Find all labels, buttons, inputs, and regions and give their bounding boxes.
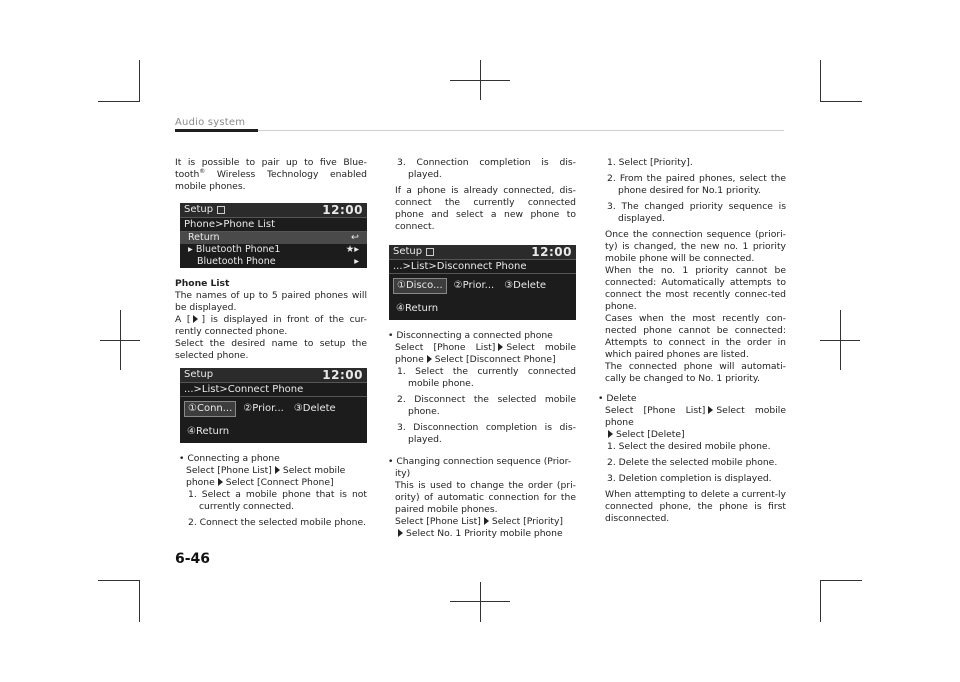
crop-mark <box>820 580 862 581</box>
disconnect-phone-screen: Setup 12:00 ...>List>Disconnect Phone ①Disco... ②Prior... ③Delete ④Return <box>389 245 576 320</box>
priority-button[interactable]: ②Prior... <box>453 280 495 291</box>
crop-mark <box>139 60 140 102</box>
crop-mark <box>820 101 862 102</box>
intro-paragraph: It is possible to pair up to five Blue-tooth® Wireless Technology enabled mobile phones. <box>175 157 367 192</box>
connect-phone-screen: Setup 12:00 ...>List>Connect Phone ①Conn... ②Prior... ③Delete ④Return <box>180 368 367 443</box>
column-2: 3. Connection completion is dis-played. If a phone is already connected, dis-connect the currently connected phone and select a new phone to connect. Setup 12:00 ...>List>Disconnect Phone ①Disco... ②Prior... ③Delete ④Return • Disconnecting a connected phone Select [Phone List] Select mobile phone Select [Disconnect Phone] 1. Select the currently connected mobile phone. 2. Disconnect the selected mobile phone. 3. Disconnection completion is dis-played. • Changing connection sequence (Prior-ity) This is used to change the order (pri-ority) of automatic connection for the paired mobile phones. Select [Phone List] Select [Priority] Select No. 1 Priority mobile phone <box>388 157 576 539</box>
setup-label: Setup <box>184 204 214 215</box>
disconnect-button[interactable]: ①Disco... <box>393 278 447 294</box>
page-number: 6-46 <box>175 551 211 567</box>
screen-titlebar <box>180 203 367 218</box>
phone-list-heading: Phone List <box>175 278 230 289</box>
priority-button[interactable]: ②Prior... <box>243 403 284 414</box>
header-rule <box>258 130 784 131</box>
crop-mark <box>820 340 860 341</box>
star-icon: ★ <box>345 244 355 255</box>
return-icon: ↩ <box>351 232 359 243</box>
crop-mark <box>100 340 140 341</box>
clock: 12:00 <box>322 203 363 217</box>
crop-mark <box>98 101 140 102</box>
phone-row[interactable]: Bluetooth Phone ▸ <box>197 256 359 267</box>
triangle-icon <box>193 315 198 323</box>
return-button[interactable]: ④Return <box>187 426 230 437</box>
column-1: It is possible to pair up to five Blue-tooth® Wireless Technology enabled mobile phones. Setup 12:00 Phone>Phone List Return ↩ ▸ Bluetooth Phone1 ★▸ Bluetooth Phone ▸ Phone List The names of up to 5 paired phones will be displayed. A [ ] is displayed in front of the cur-rently connected phone. Select the desired name to setup the selected phone. Setup 12:00 ...>List>Connect Phone ①Conn... ②Prior... ③Delete ④Return • Connecting a phone Select [Phone List] Select mobile phone Select [Connect Phone] 1. Select a mobile phone that is not currently connected. 2. Connect the selected mobile phone. <box>175 157 367 528</box>
crop-mark <box>98 580 140 581</box>
phone-row[interactable]: ▸ Bluetooth Phone1 ★▸ <box>188 244 359 255</box>
crop-mark <box>139 580 140 622</box>
column-3: 1. Select [Priority]. 2. From the paired phones, select the phone desired for No.1 priority. 3. The changed priority sequence is displayed. Once the connection sequence (priori-ty) is changed, the new no. 1 priority mobile phone will be connected. When the no. 1 priority cannot be connected: Automatically attempts to connect the most recently connec-ted phone. Cases when the most recently con-nected phone cannot be connected: Attempts to connect in the order in which paired phones are listed. The connected phone will automati-cally be changed to No. 1 priority. • Delete Select [Phone List] Select mobile phone Select [Delete] 1. Select the desired mobile phone. 2. Delete the selected mobile phone. 3. Deletion completion is displayed. When attempting to delete a current-ly connected phone, the phone is first disconnected. <box>598 157 786 524</box>
connected-icon: ▸ <box>188 244 193 255</box>
bluetooth-icon <box>217 206 225 214</box>
connect-button[interactable]: ①Conn... <box>184 401 236 417</box>
crop-mark <box>480 582 481 622</box>
return-row[interactable]: Return ↩ <box>180 232 367 244</box>
return-button[interactable]: ④Return <box>396 303 439 314</box>
crop-mark <box>450 80 510 81</box>
crop-mark <box>820 60 821 102</box>
delete-button[interactable]: ③Delete <box>504 280 547 291</box>
header-bar <box>175 129 258 132</box>
crop-mark <box>450 601 510 602</box>
section-title: Audio system <box>175 117 246 128</box>
delete-button[interactable]: ③Delete <box>293 403 336 414</box>
screen-path: Phone>Phone List <box>180 218 367 232</box>
arrow-icon: ▸ <box>354 256 359 267</box>
bluetooth-icon <box>426 248 434 256</box>
crop-mark <box>820 580 821 622</box>
phone-list-screen <box>180 203 367 268</box>
arrow-icon: ▸ <box>354 244 359 255</box>
